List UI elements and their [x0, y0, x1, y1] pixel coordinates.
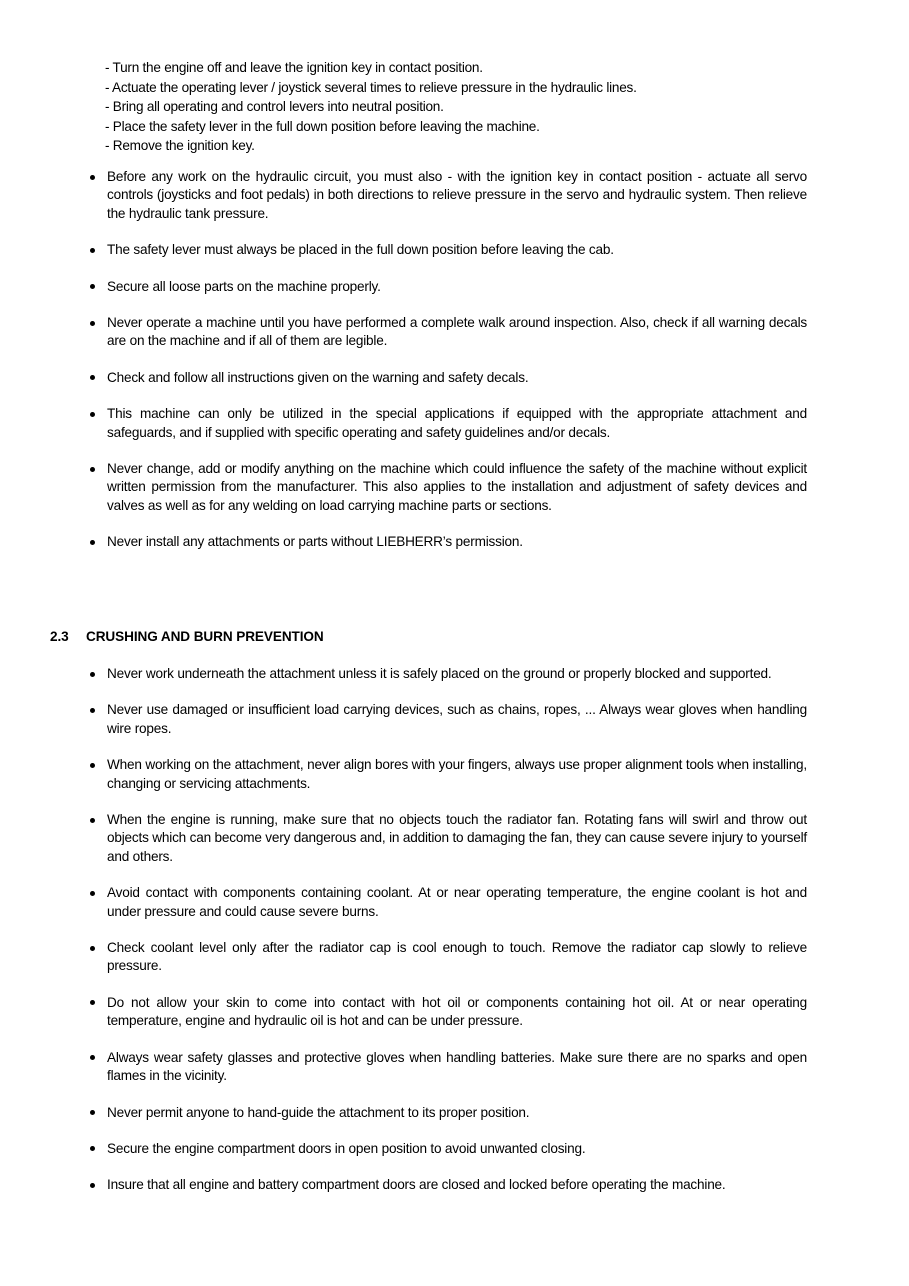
dash-list-item: - Bring all operating and control levers into neutral position. — [105, 99, 444, 115]
bullet-item — [90, 168, 807, 223]
bullet-dot-icon — [90, 1183, 95, 1188]
bullet-item — [90, 241, 807, 259]
bullet-text: Never work underneath the attachment unless it is safely placed on the ground or properly blocked and supported. — [107, 666, 772, 681]
bullet-text: Never operate a machine until you have performed a complete walk around inspection. Also, check if all warning decals are on the machine and if all of them are legible. — [107, 315, 807, 349]
bullet-dot-icon — [90, 891, 95, 896]
dash-list-item: - Turn the engine off and leave the ignition key in contact position. — [105, 60, 483, 75]
bullet-item — [90, 811, 807, 866]
bullet-text: Avoid contact with components containing coolant. At or near operating temperature, the engine coolant is hot and under pressure and could cause severe burns. — [107, 885, 807, 919]
bullet-item — [90, 278, 807, 296]
bullet-dot-icon — [90, 818, 95, 823]
bullet-text: Check and follow all instructions given on the warning and safety decals. — [107, 369, 529, 385]
bullet-dot-icon — [90, 467, 95, 472]
dash-list — [105, 58, 807, 156]
bullet-item — [90, 369, 807, 387]
bullet-text: Do not allow your skin to come into contact with hot oil or components containing hot oil. At or near operating temperature, engine and hydraulic oil is hot and can be under pressure. — [107, 994, 807, 1029]
bullet-item — [90, 756, 807, 793]
section-title: CRUSHING AND BURN PREVENTION — [86, 629, 324, 644]
bullet-list-top — [90, 168, 807, 552]
bullet-item — [90, 405, 807, 442]
bullet-item — [90, 994, 807, 1031]
bullet-item — [90, 460, 807, 515]
bullet-item — [90, 884, 807, 921]
bullet-text: Secure the engine compartment doors in open position to avoid unwanted closing. — [107, 1140, 586, 1156]
dash-list-item: - Remove the ignition key. — [105, 138, 255, 154]
dash-list-item: - Actuate the operating lever / joystick several times to relieve pressure in the hydraulic lines. — [105, 79, 637, 95]
section-number: 2.3 — [50, 629, 69, 644]
bullet-dot-icon — [90, 708, 95, 713]
bullet-text: Never permit anyone to hand-guide the attachment to its proper position. — [107, 1104, 530, 1120]
bullet-text: Secure all loose parts on the machine properly. — [107, 278, 381, 294]
bullet-item — [90, 939, 807, 976]
bullet-text: Never use damaged or insufficient load carrying devices, such as chains, ropes, ... Always wear gloves when handling wire ropes. — [107, 702, 807, 736]
bullet-dot-icon — [90, 375, 95, 380]
bullet-dot-icon — [90, 946, 95, 951]
bullet-dot-icon — [90, 1110, 95, 1115]
bullet-dot-icon — [90, 248, 95, 253]
bullet-item — [90, 533, 807, 551]
bullet-dot-icon — [90, 1000, 95, 1005]
bullet-dot-icon — [90, 763, 95, 768]
bullet-item — [90, 665, 807, 683]
bullet-item — [90, 1104, 807, 1122]
bullet-item — [90, 701, 807, 738]
section-heading — [50, 628, 324, 646]
bullet-text: The safety lever must always be placed in the full down position before leaving the cab. — [107, 242, 614, 258]
bullet-dot-icon — [90, 672, 95, 677]
bullet-text: Check coolant level only after the radiator cap is cool enough to touch. Remove the radiator cap slowly to relieve pressure. — [107, 940, 807, 974]
bullet-text: This machine can only be utilized in the special applications if equipped with the appropriate attachment and safeguards, and if supplied with specific operating and safety guidelines and/or decals. — [107, 406, 807, 440]
bullet-text: Never install any attachments or parts without LIEBHERR’s permission. — [107, 534, 523, 550]
bullet-dot-icon — [90, 1146, 95, 1151]
bullet-item — [90, 1049, 807, 1086]
bullet-text: Always wear safety glasses and protective gloves when handling batteries. Make sure there are no sparks and open flames in the vicinity. — [107, 1049, 807, 1084]
bullet-text: Never change, add or modify anything on the machine which could influence the safety of the machine without explicit written permission from the manufacturer. This also applies to the installation and adjustment of safety devices and valves as well as for any welding on load carrying machine parts or sections. — [107, 461, 807, 513]
bullet-list-section — [90, 665, 807, 1195]
bullet-text: When working on the attachment, never align bores with your fingers, always use proper alignment tools when installing, changing or servicing attachments. — [107, 757, 807, 791]
bullet-item — [90, 314, 807, 351]
bullet-dot-icon — [90, 1055, 95, 1060]
bullet-dot-icon — [90, 284, 95, 289]
bullet-dot-icon — [90, 412, 95, 417]
dash-list-item: - Place the safety lever in the full down position before leaving the machine. — [105, 118, 540, 134]
bullet-item — [90, 1176, 807, 1194]
bullet-dot-icon — [90, 540, 95, 545]
bullet-dot-icon — [90, 321, 95, 326]
bullet-item — [90, 1140, 807, 1158]
bullet-text: Before any work on the hydraulic circuit, you must also - with the ignition key in contact position - actuate all servo controls (joysticks and foot pedals) in both directions to relieve pressure in the servo and hydraulic system. Then relieve the hydraulic tank pressure. — [107, 169, 807, 221]
bullet-dot-icon — [90, 175, 95, 180]
bullet-text: Insure that all engine and battery compartment doors are closed and locked before operating the machine. — [107, 1177, 726, 1193]
bullet-text: When the engine is running, make sure that no objects touch the radiator fan. Rotating fans will swirl and throw out objects which can become very dangerous and, in addition to damaging the fan, they can cause severe injury to yourself and others. — [107, 812, 807, 864]
